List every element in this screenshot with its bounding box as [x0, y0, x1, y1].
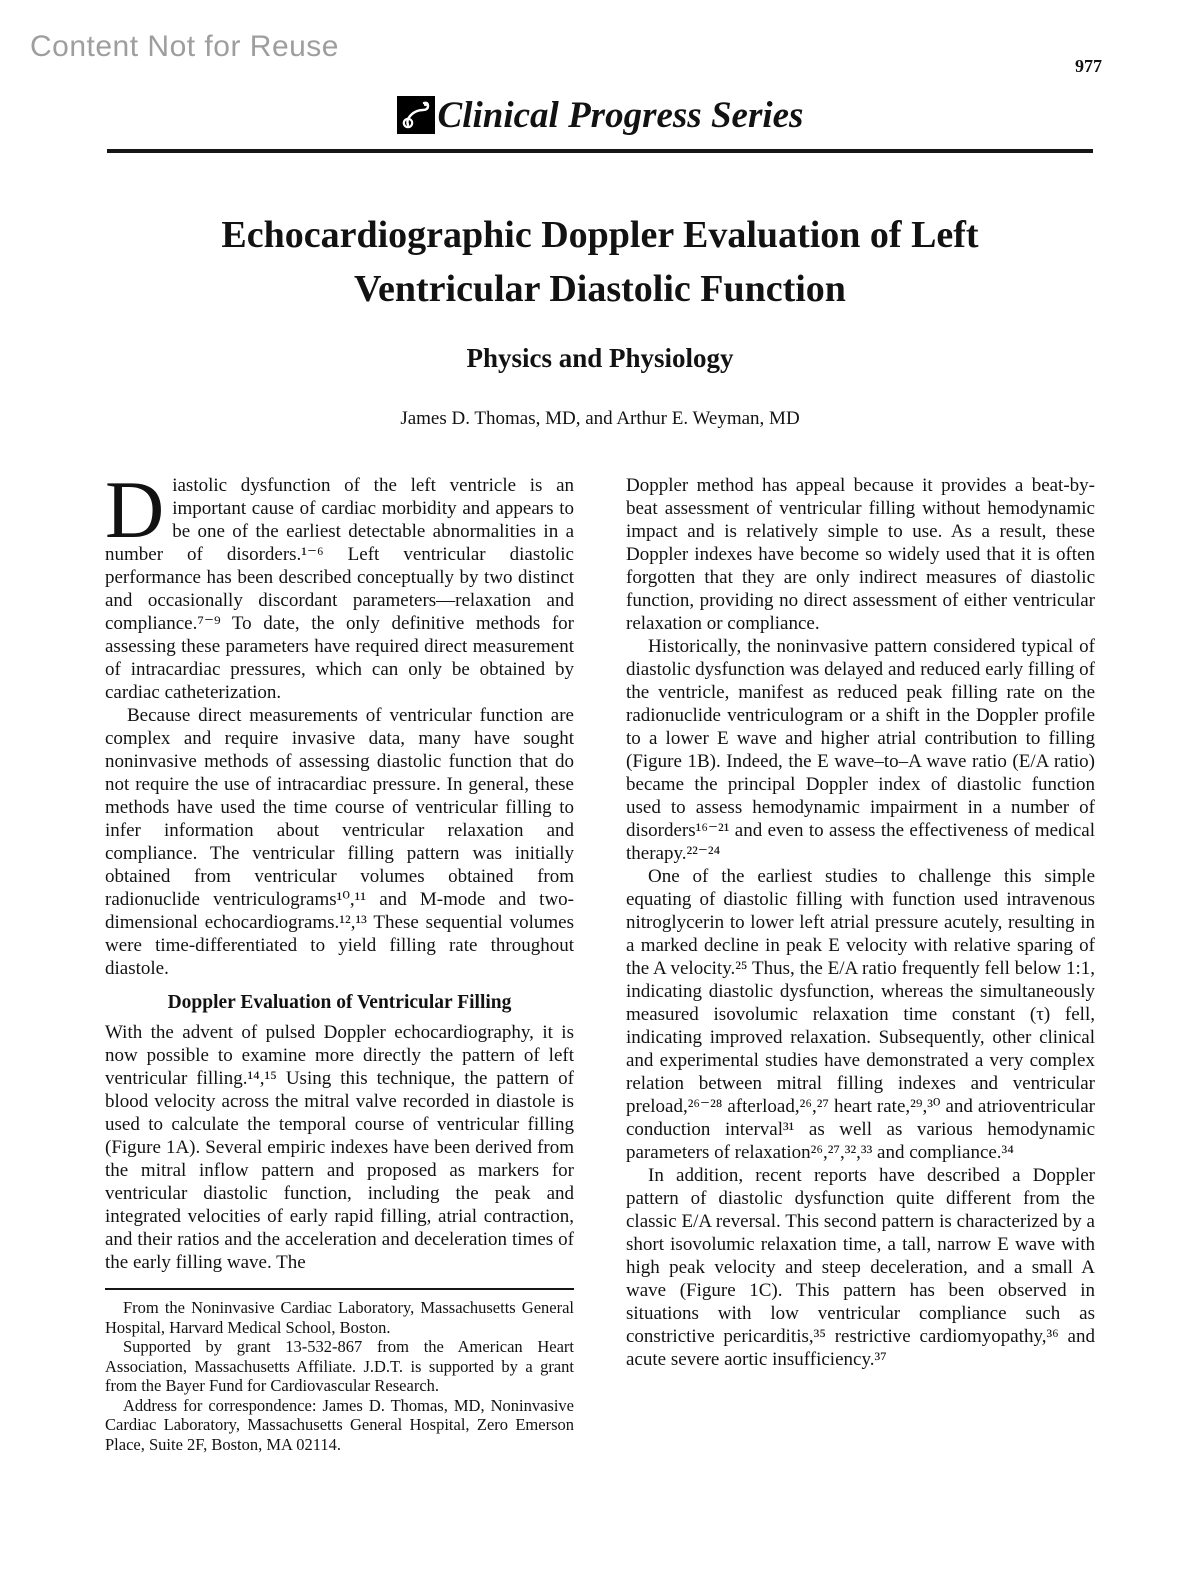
article-byline: James D. Thomas, MD, and Arthur E. Weyman, MD [400, 407, 800, 429]
watermark: Content Not for Reuse [30, 30, 339, 63]
footnote-affiliation: From the Noninvasive Cardiac Laboratory, Massachusetts General Hospital, Harvard Medical School, Boston. [105, 1297, 574, 1337]
body-paragraph: One of the earliest studies to challenge this simple equating of diastolic filling with function used intravenous nitroglycerin to lower left atrial pressure acutely, resulting in a marked decline in peak E velocity with relative sparing of the A velocity.²⁵ Thus, the E/A ratio frequently fell below 1:1, indicating diastolic dysfunction, whereas the simultaneously measured isovolumic relaxation time constant (τ) fell, indicating improved relaxation. Subsequently, other clinical and experimental studies have demonstrated a very complex relation between mitral filling indexes and ventricular preload,²⁶⁻²⁸ afterload,²⁶,²⁷ heart rate,²⁹,³⁰ and atrioventricular conduction interval³¹ as well as various hemodynamic parameters of relaxation²⁶,²⁷,³²,³³ and compliance.³⁴ [626, 865, 1095, 1163]
right-column [626, 474, 1095, 1371]
body-paragraph: Doppler method has appeal because it provides a beat-by-beat assessment of ventricular filling without hemodynamic impact and is relatively simple to use. As a result, these Doppler indexes have become so widely used that it is often forgotten that they are only indirect measures of diastolic function, providing no direct assessment of either ventricular relaxation or compliance. [626, 474, 1095, 634]
footnote-rule [105, 1288, 574, 1290]
article-subtitle: Physics and Physiology [466, 342, 734, 373]
page-number: 977 [1075, 56, 1102, 76]
footnote-correspondence: Address for correspondence: James D. Thomas, MD, Noninvasive Cardiac Laboratory, Massachusetts General Hospital, Zero Emerson Place, Suite 2F, Boston, MA 02114. [105, 1395, 574, 1455]
body-paragraph: In addition, recent reports have described a Doppler pattern of diastolic dysfunction quite different from the classic E/A reversal. This second pattern is characterized by a short isovolumic relaxation time, a tall, narrow E wave with high peak velocity and steep deceleration, and a small A wave (Figure 1C). This pattern has been observed in situations with low ventricular compliance such as constrictive pericarditis,³⁵ restrictive cardiomyopathy,³⁶ and acute severe aortic insufficiency.³⁷ [626, 1164, 1095, 1370]
footnote-funding: Supported by grant 13-532-867 from the American Heart Association, Massachusetts Affiliate. J.D.T. is supported by a grant from the Bayer Fund for Cardiovascular Research. [105, 1337, 574, 1396]
section-heading: Doppler Evaluation of Ventricular Filling [167, 991, 512, 1013]
series-title-text: Clinical Progress Series [437, 94, 804, 136]
article-title [150, 209, 1050, 317]
series-title [397, 96, 804, 134]
left-column [105, 463, 574, 1455]
intro-paragraph [105, 463, 574, 704]
body-paragraph: Historically, the noninvasive pattern considered typical of diastolic dysfunction was delayed and reduced early filling of the ventricle, manifest as reduced peak filling rate on the radionuclide ventriculogram or a shift in the Doppler profile to a lower E wave and higher atrial contribution to filling (Figure 1B). Indeed, the E wave–to–A wave ratio (E/A ratio) became the principal Doppler index of diastolic function used to assess hemodynamic impairment in a number of disorders¹⁶⁻²¹ and even to assess the effectiveness of medical therapy.²²⁻²⁴ [626, 635, 1095, 864]
footnotes [105, 1298, 574, 1455]
article-body [105, 463, 1095, 1455]
article-title-line2: Ventricular Diastolic Function [354, 267, 846, 310]
stethoscope-icon [397, 96, 435, 134]
series-header [0, 0, 1200, 153]
drop-cap: D [105, 463, 165, 555]
intro-paragraph-text: iastolic dysfunction of the left ventricle is an important cause of cardiac morbidity and appears to be one of the earliest detectable abnormalities in a number of disorders.¹⁻⁶ Left ventricular diastolic performance has been described conceptually by two distinct and occasionally discordant parameters—relaxation and compliance.⁷⁻⁹ To date, the only definitive methods for assessing these parameters have required direct measurement of intracardiac pressures, which can only be obtained by cardiac catheterization. [105, 474, 574, 703]
body-paragraph: With the advent of pulsed Doppler echocardiography, it is now possible to examine more directly the pattern of left ventricular filling.¹⁴,¹⁵ Using this technique, the pattern of blood velocity across the mitral valve recorded in diastole is used to calculate the temporal course of ventricular filling (Figure 1A). Several empiric indexes have been derived from the mitral inflow pattern and proposed as markers for ventricular diastolic function, including the peak and integrated velocities of early rapid filling, atrial contraction, and their ratios and the acceleration and deceleration times of the early filling wave. The [105, 1021, 574, 1273]
body-paragraph: Because direct measurements of ventricular function are complex and require invasive data, many have sought noninvasive methods of assessing diastolic function that do not require the use of intracardiac pressure. In general, these methods have used the time course of ventricular filling to infer information about ventricular relaxation and compliance. The ventricular filling pattern was initially obtained from ventricular volumes obtained from radionuclide ventriculograms¹⁰,¹¹ and M-mode and two-dimensional echocardiograms.¹²,¹³ These sequential volumes were time-differentiated to yield filling rate throughout diastole. [105, 704, 574, 979]
header-rule [107, 149, 1093, 153]
article-title-line1: Echocardiographic Doppler Evaluation of Left [221, 214, 979, 256]
